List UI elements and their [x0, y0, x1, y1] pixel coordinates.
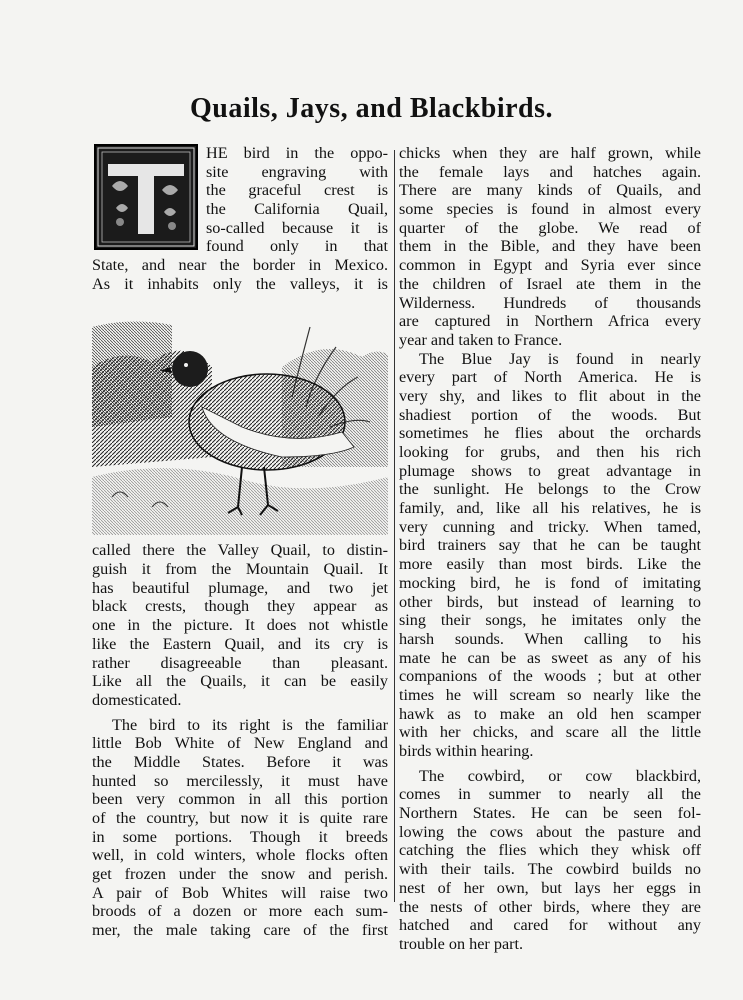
text-line: guish it from the Mountain Quail. It [92, 560, 388, 579]
page-title: Quails, Jays, and Blackbirds. [189, 93, 554, 124]
text-line: domesticated. [92, 690, 182, 709]
text-line: year and taken to France. [399, 330, 563, 349]
text-line: every part of North America. He is [399, 368, 701, 387]
text-line: the children of Israel ate them in the [399, 274, 701, 293]
text-line: hatched and cared for without any [399, 916, 701, 935]
text-line: bird trainers say that he can be taught [399, 536, 701, 555]
text-line: A pair of Bob Whites will raise two [92, 883, 388, 902]
text-line: in some portions. Though it breeds [92, 827, 388, 846]
text-line: the nests of other birds, where they are [399, 897, 701, 916]
text-line: Northern States. He can be seen fol- [399, 804, 701, 823]
text-line: The cowbird, or cow blackbird, [419, 766, 701, 785]
text-line: very shy, and likes to flit about in the [399, 386, 701, 405]
text-line: chicks when they are half grown, while [399, 144, 701, 162]
text-line: sing their songs, he imitates only the [399, 611, 701, 630]
text-line: hunted so mercilessly, it must have [92, 771, 388, 790]
text-line: quarter of the globe. We read of [399, 218, 701, 237]
right-column [399, 144, 701, 954]
text-line: The bird to its right is the familiar [112, 715, 388, 734]
text-line: the Middle States. Before it was [92, 752, 388, 771]
text-line: other birds, but instead of learning to [399, 592, 701, 611]
text-line: broods of a dozen or more each sum- [92, 902, 388, 921]
text-line: HE bird in the oppo- [206, 144, 388, 162]
text-line: with her chicks, and scare all the little [399, 723, 701, 742]
text-line: get frozen under the snow and perish. [92, 865, 388, 884]
column-divider [394, 150, 395, 902]
quail-illustration-icon [92, 307, 388, 535]
text-line: the female lays and hatches again. [399, 162, 701, 181]
left-column [92, 144, 388, 940]
text-line: has beautiful plumage, and two jet [92, 578, 388, 597]
text-line: comes in summer to nearly all the [399, 785, 701, 804]
text-line: hawk as to make an old hen scamper [399, 704, 701, 723]
text-line: nest of her own, but lays her eggs in [399, 878, 701, 897]
text-line: found only in that [206, 237, 388, 256]
text-line: looking for grubs, and then his rich [399, 443, 701, 461]
text-line: more easily than most birds. Like the [399, 555, 701, 574]
text-line: one in the picture. It does not whistle [92, 616, 388, 635]
text-line: lowing the cows about the pasture and [399, 822, 701, 841]
text-line: been very common in all this portion [92, 790, 388, 809]
text-line: times he will scream so nearly like the [399, 685, 701, 704]
text-line: As it inhabits only the valleys, it is [92, 274, 388, 293]
text-line: Wilderness. Hundreds of thousands [399, 293, 701, 312]
text-line: the sunlight. He belongs to the Crow [399, 480, 701, 499]
text-line: well, in cold winters, whole flocks often [92, 846, 388, 865]
text-line: black crests, though they appear as [92, 597, 388, 616]
text-line: site engraving with [206, 162, 388, 181]
text-line: like the Eastern Quail, and its cry is [92, 634, 388, 653]
text-line: The Blue Jay is found in nearly [419, 349, 701, 368]
text-line: There are many kinds of Quails, and [399, 181, 701, 200]
text-line: mate he can be as sweet as any of his [399, 648, 701, 667]
text-line: called there the Valley Quail, to distin- [92, 541, 388, 560]
text-line: family, and, like all his relatives, he is [399, 499, 701, 518]
text-line: birds within hearing. [399, 742, 534, 760]
text-line: State, and near the border in Mexico. [92, 256, 388, 274]
text-line: of the country, but now it is quite rare [92, 809, 388, 827]
text-line: catching the flies which they whisk off [399, 841, 701, 860]
text-line: shadiest portion of the woods. But [399, 405, 701, 424]
text-line: rather disagreeable than pleasant. [92, 653, 388, 672]
drop-cap-ornament-icon [96, 146, 196, 248]
text-line: are captured in Northern Africa every [399, 312, 701, 331]
text-line: the California Quail, [206, 200, 388, 219]
text-line: mocking bird, he is fond of imitating [399, 573, 701, 592]
ornamental-drop-cap [94, 144, 198, 250]
text-line: them in the Bible, and they have been [399, 237, 701, 256]
drop-cap-letter: T [145, 245, 147, 246]
text-line: common in Egypt and Syria ever since [399, 256, 701, 275]
text-line: very cunning and tricky. When tamed, [399, 517, 701, 536]
quail-engraving [92, 307, 388, 535]
text-line: with their tails. The cowbird builds no [399, 860, 701, 879]
text-line: little Bob White of New England and [92, 734, 388, 753]
drop-cap-block [92, 144, 388, 256]
drop-cap-lines [206, 144, 388, 256]
text-line: trouble on her part. [399, 934, 524, 953]
text-line: so-called because it is [206, 218, 388, 237]
text-line: mer, the male taking care of the first [92, 921, 388, 940]
text-line: some species is found in almost every [399, 200, 701, 219]
text-line: Like all the Quails, it can be easily [92, 672, 388, 691]
text-line: plumage shows to great advantage in [399, 461, 701, 480]
text-line: the graceful crest is [206, 181, 388, 200]
text-line: sometimes he flies about the orchards [399, 424, 701, 443]
text-line: companions of the woods ; but at other [399, 667, 701, 686]
text-line: harsh sounds. When calling to his [399, 629, 701, 648]
